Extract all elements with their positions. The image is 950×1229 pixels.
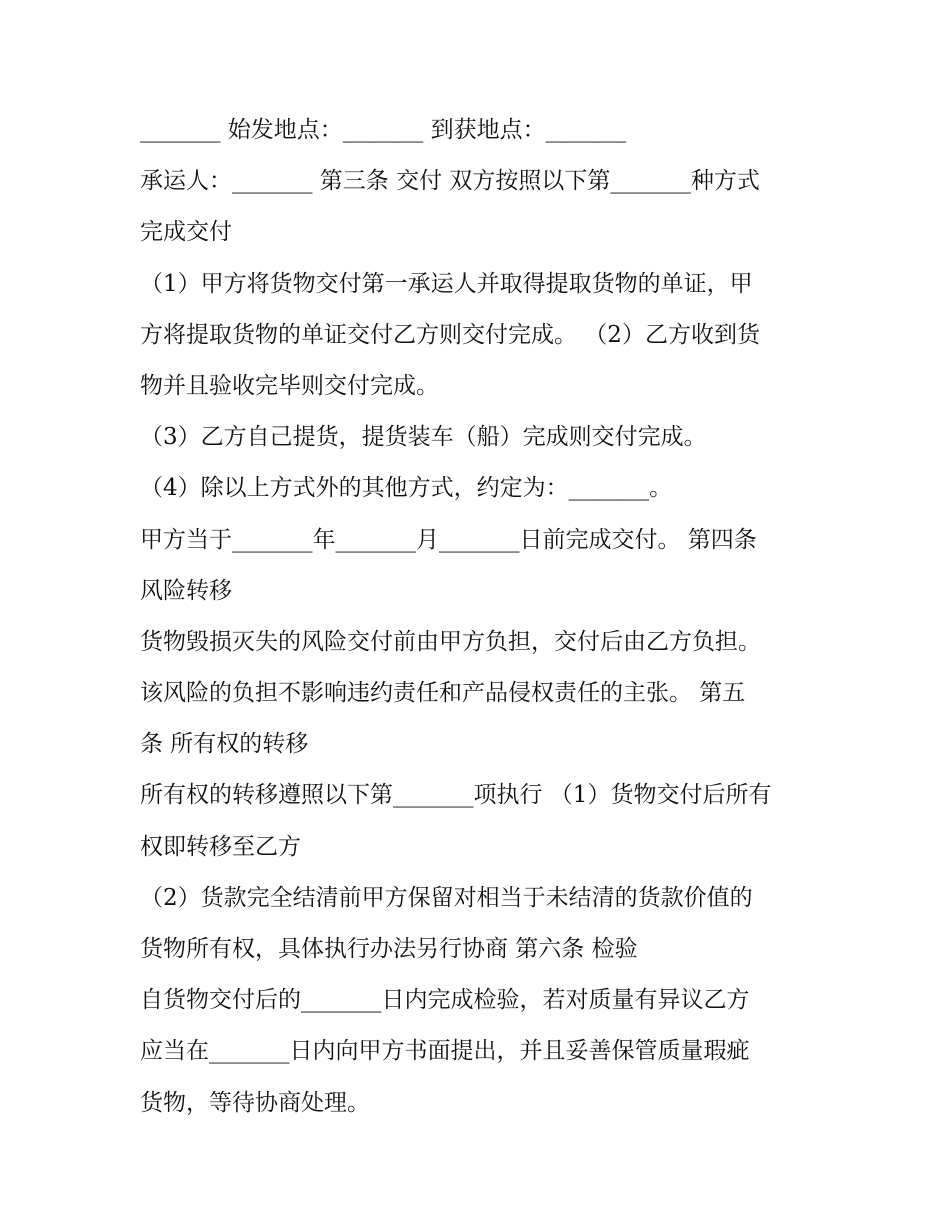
text-line: 条 所有权的转移	[140, 731, 309, 758]
text-line: 甲方当于_______年_______月_______日前完成交付。 第四条	[140, 526, 757, 553]
text-line: 所有权的转移遵照以下第_______项执行 （1）货物交付后所有	[140, 782, 772, 809]
text-line: 权即转移至乙方	[140, 833, 301, 860]
text-line: （2）货款完全结清前甲方保留对相当于未结清的货款价值的	[140, 884, 753, 911]
text-line: 货物，等待协商处理。	[140, 1089, 370, 1116]
contract-text-body	[140, 105, 830, 1129]
text-line: （3）乙方自己提货，提货装车（船）完成则交付完成。	[140, 424, 707, 451]
text-line: 货物毁损灭失的风险交付前由甲方负担，交付后由乙方负担。	[140, 628, 761, 655]
text-line: （1）甲方将货物交付第一承运人并取得提取货物的单证，甲	[140, 270, 753, 297]
text-line: 应当在_______日内向甲方书面提出，并且妥善保管质量瑕疵	[140, 1038, 750, 1065]
text-line: 物并且验收完毕则交付完成。	[140, 372, 439, 399]
text-line: 方将提取货物的单证交付乙方则交付完成。 （2）乙方收到货	[140, 321, 760, 348]
text-line: _______ 始发地点：_______ 到获地点：_______	[140, 117, 627, 143]
text-line: 承运人：_______ 第三条 交付 双方按照以下第_______种方式	[140, 168, 760, 195]
text-line: 该风险的负担不影响违约责任和产品侵权责任的主张。 第五	[140, 680, 746, 707]
text-line: （4）除以上方式外的其他方式，约定为：_______。	[140, 475, 673, 502]
text-line: 自货物交付后的_______日内完成检验，若对质量有异议乙方	[140, 987, 750, 1014]
text-line: 货物所有权，具体执行办法另行协商 第六条 检验	[140, 936, 638, 962]
text-line: 风险转移	[140, 577, 232, 604]
text-line: 完成交付	[140, 219, 232, 246]
